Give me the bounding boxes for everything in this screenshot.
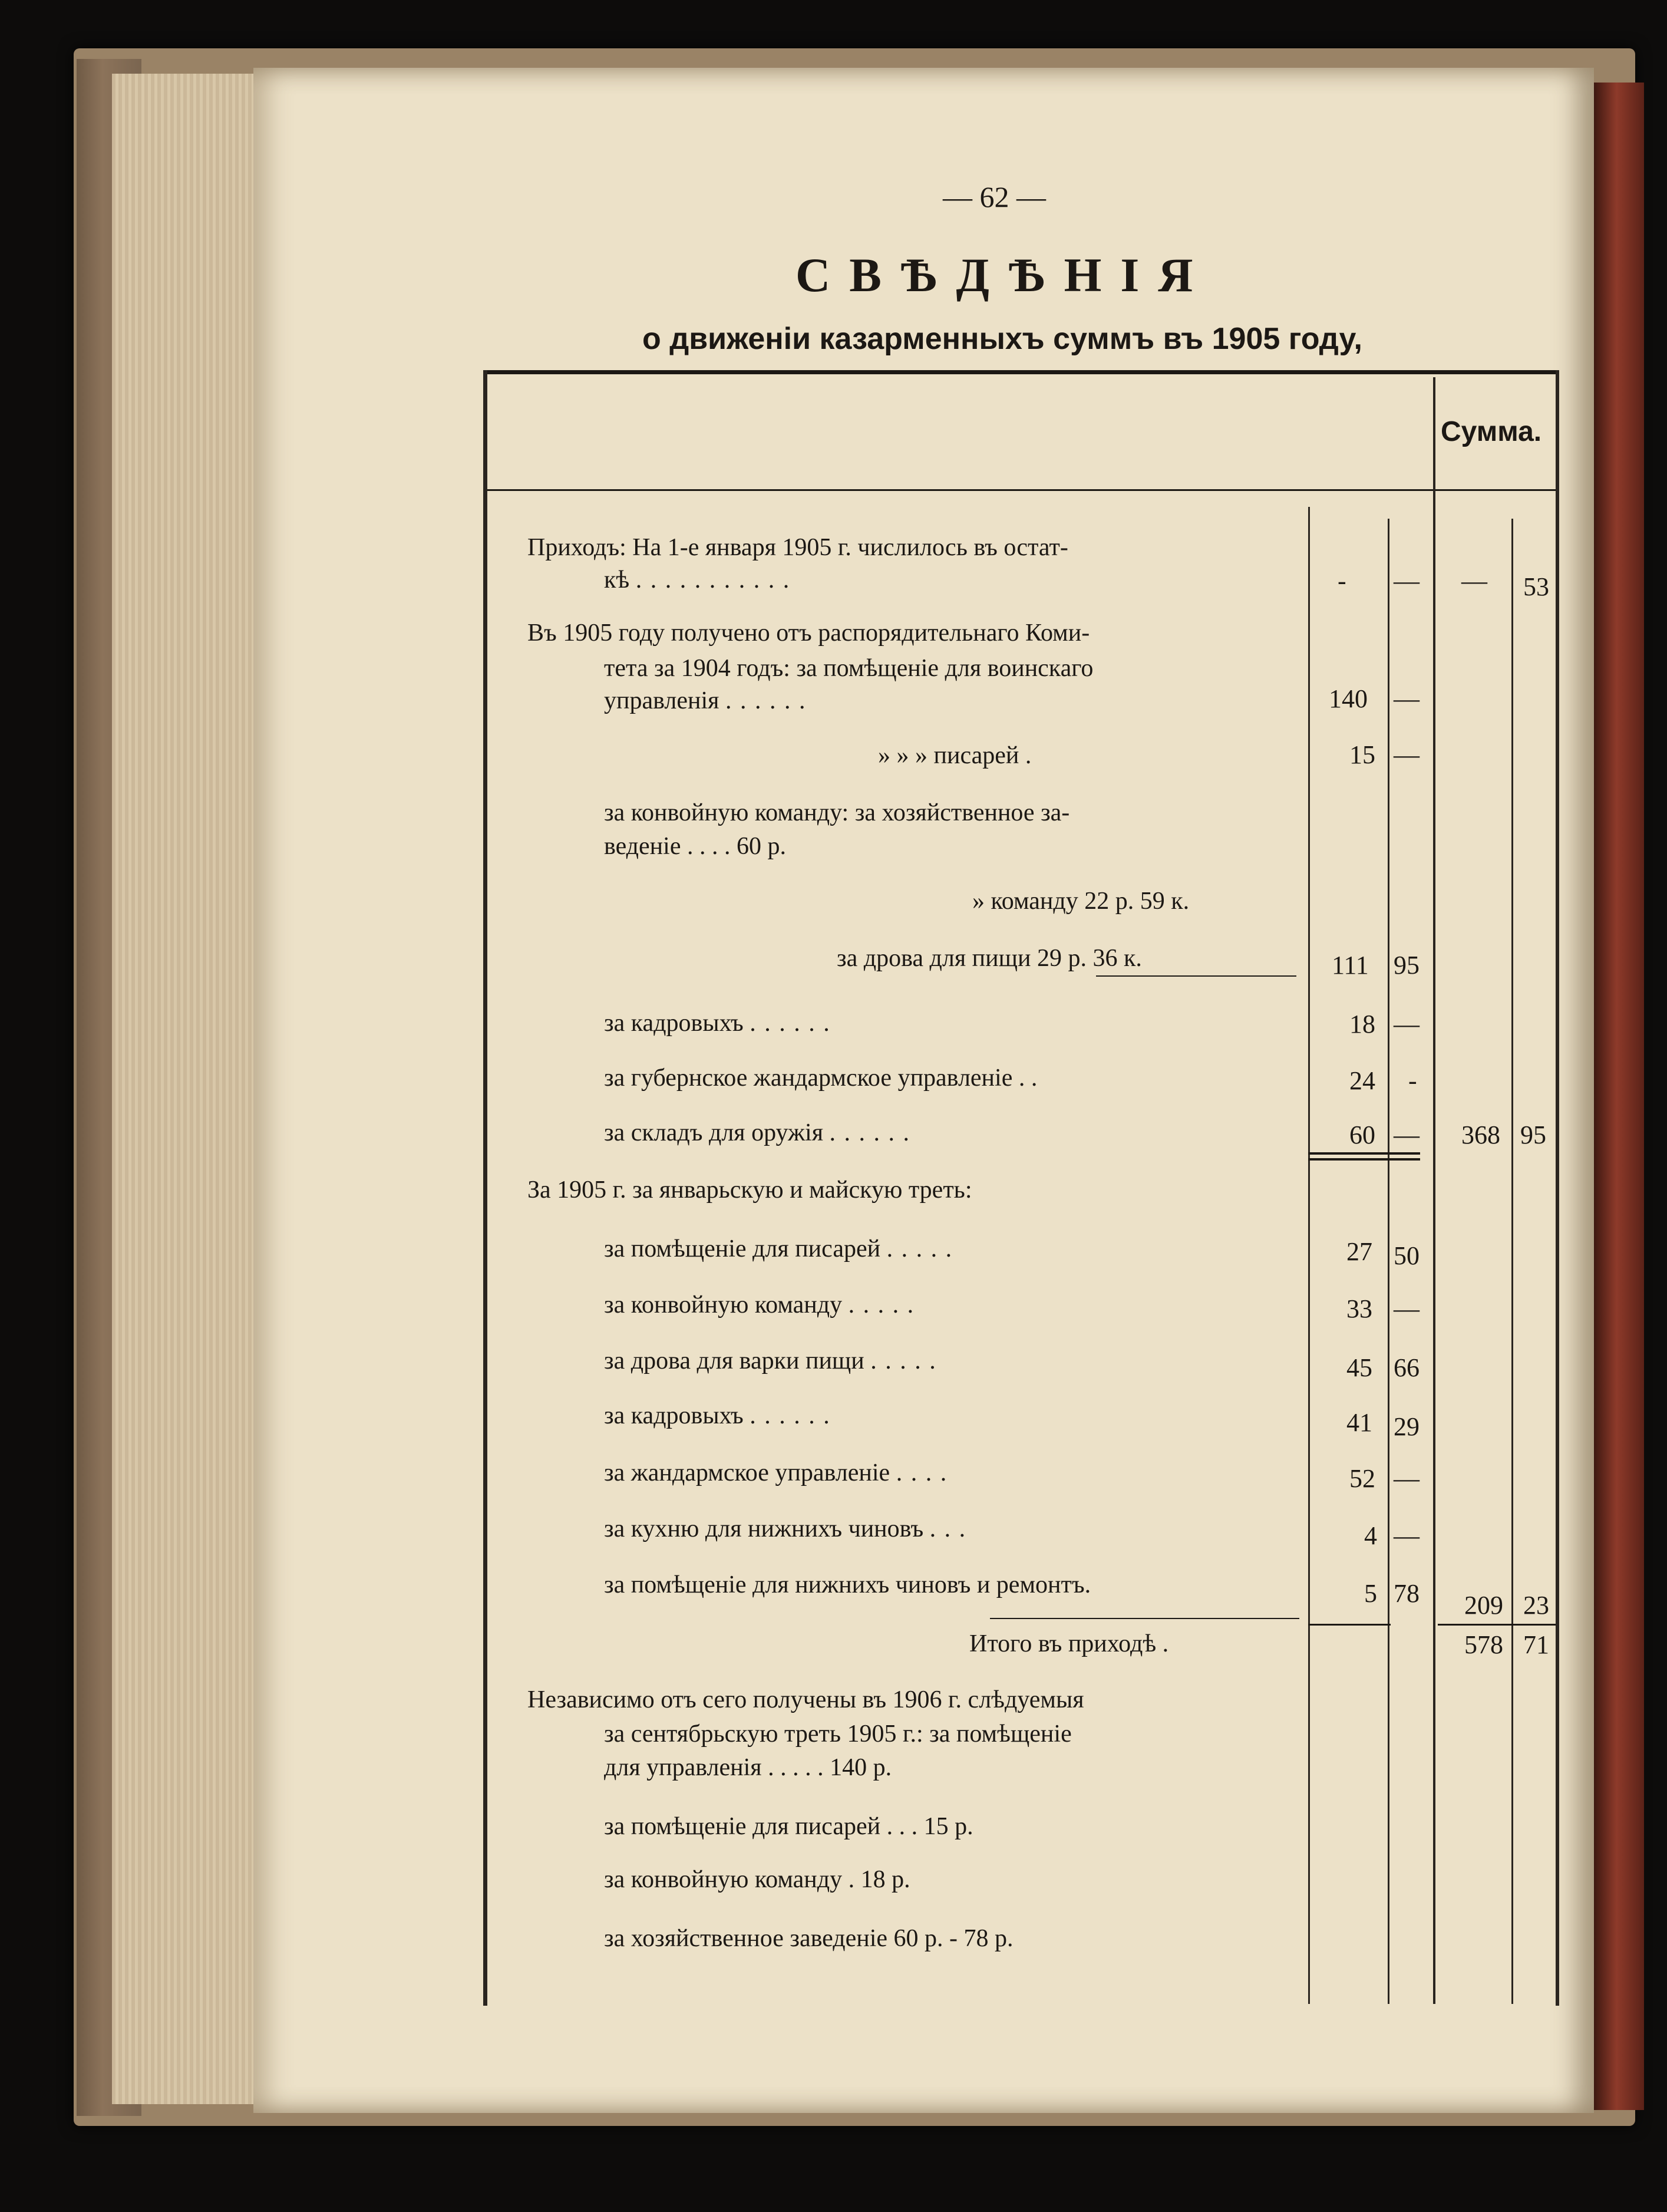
page-title: СВѢДѢНІЯ	[795, 248, 1212, 302]
cell-value: 111	[1332, 951, 1369, 980]
list-item: кѣ . . . . . . . . . . .	[604, 566, 791, 594]
table-top-rule	[486, 370, 1559, 374]
list-item: Независимо отъ сего получены въ 1906 г. слѣдуемыя	[527, 1686, 1084, 1713]
list-item: за дрова для пищи 29 р. 36 к.	[837, 945, 1142, 972]
column-divider-2	[1388, 519, 1389, 2004]
list-item: управленія . . . . . .	[604, 687, 807, 714]
page-number: — 62 —	[943, 180, 1046, 213]
list-item: за жандармское управленіе . . . .	[604, 1459, 948, 1486]
cell-value: —	[1394, 1464, 1420, 1493]
cell-value: 45	[1346, 1353, 1372, 1382]
list-item: за помѣщеніе для писарей . . . 15 р.	[604, 1813, 973, 1840]
list-item: за помѣщеніе для писарей . . . . .	[604, 1235, 953, 1262]
column-divider-1	[1308, 507, 1310, 2004]
list-item: » » » писарей .	[878, 742, 1032, 769]
list-item: за конвойную команду . 18 р.	[604, 1866, 910, 1893]
cell-value: —	[1394, 684, 1420, 713]
cell-value: 95	[1520, 1120, 1546, 1149]
list-item: для управленія . . . . . 140 р.	[604, 1754, 892, 1781]
list-item: за губернское жандармское управленіе . .	[604, 1064, 1038, 1092]
cell-value: 4	[1364, 1521, 1377, 1550]
cell-value: 5	[1364, 1579, 1377, 1608]
table-right-border	[1556, 370, 1559, 2006]
cell-value: 23	[1523, 1591, 1549, 1620]
cell-value: -	[1408, 1066, 1417, 1095]
list-item: за сентябрьскую треть 1905 г.: за помѣщеніе	[604, 1720, 1072, 1748]
total-rule	[1438, 1624, 1556, 1626]
page-subtitle: о движеніи казарменныхъ суммъ въ 1905 году,	[642, 322, 1362, 356]
table-left-border	[483, 370, 487, 2006]
cell-value: —	[1394, 1120, 1420, 1149]
cell-value: 33	[1346, 1294, 1372, 1323]
column-header-sum: Сумма.	[1441, 416, 1542, 447]
total-value: 71	[1523, 1630, 1549, 1659]
total-double-rule	[1308, 1624, 1391, 1626]
cell-value: 24	[1349, 1066, 1375, 1095]
subtotal-double-rule	[1308, 1158, 1420, 1161]
list-item: за конвойную команду: за хозяйственное за-	[604, 799, 1070, 826]
list-item: за помѣщеніе для нижнихъ чиновъ и ремонтъ.	[604, 1571, 1091, 1598]
cell-value: —	[1461, 566, 1487, 595]
cell-value: 140	[1329, 684, 1368, 713]
cell-value: —	[1394, 1294, 1420, 1323]
cell-value: 53	[1523, 572, 1549, 601]
page-stack	[112, 74, 262, 2104]
subtotal-double-rule	[1308, 1152, 1420, 1155]
cell-value: 209	[1464, 1591, 1503, 1620]
cell-value: 95	[1394, 951, 1420, 980]
list-item: за кадровыхъ . . . . . .	[604, 1010, 831, 1037]
column-divider-4	[1511, 519, 1513, 2004]
cell-value: 15	[1349, 740, 1375, 769]
table-header-rule	[486, 489, 1559, 491]
cell-value: —	[1394, 1521, 1420, 1550]
list-item: за дрова для варки пищи . . . . .	[604, 1347, 937, 1374]
list-item: за конвойную команду . . . . .	[604, 1291, 915, 1318]
total-label: Итого въ приходѣ .	[969, 1630, 1170, 1657]
cell-value: 27	[1346, 1237, 1372, 1266]
cell-value: —	[1394, 566, 1420, 595]
cell-value: 66	[1394, 1353, 1420, 1382]
list-item: за складъ для оружія . . . . . .	[604, 1119, 911, 1146]
list-item: За 1905 г. за январьскую и майскую треть:	[527, 1176, 972, 1204]
cell-value: —	[1394, 740, 1420, 769]
list-item: за хозяйственное заведеніе 60 р. - 78 р.	[604, 1925, 1014, 1952]
next-page-edge	[1594, 83, 1644, 2110]
subtotal-underline	[990, 1618, 1299, 1619]
list-item: Въ 1905 году получено отъ распорядительнаго Коми-	[527, 619, 1090, 647]
cell-value: 18	[1349, 1010, 1375, 1039]
cell-value: —	[1394, 1010, 1420, 1039]
cell-value: 50	[1394, 1241, 1420, 1270]
list-item: » команду 22 р. 59 к.	[972, 888, 1190, 915]
cell-value: 368	[1461, 1120, 1500, 1149]
list-item: тета за 1904 годъ: за помѣщеніе для воинскаго	[604, 655, 1094, 682]
cell-value: 60	[1349, 1120, 1375, 1149]
cell-value: 29	[1394, 1412, 1420, 1441]
cell-value: 41	[1346, 1408, 1372, 1437]
list-item: Приходъ: На 1-е января 1905 г. числилось въ остат-	[527, 534, 1068, 561]
cell-value: 78	[1394, 1579, 1420, 1608]
column-divider-3	[1433, 377, 1435, 2004]
cell-value: 52	[1349, 1464, 1375, 1493]
subtotal-underline	[1096, 975, 1296, 977]
cell-value: -	[1338, 566, 1346, 595]
list-item: за кадровыхъ . . . . . .	[604, 1402, 831, 1429]
total-value: 578	[1464, 1630, 1503, 1659]
list-item: веденіе . . . . 60 р.	[604, 833, 786, 860]
list-item: за кухню для нижнихъ чиновъ . . .	[604, 1515, 967, 1542]
